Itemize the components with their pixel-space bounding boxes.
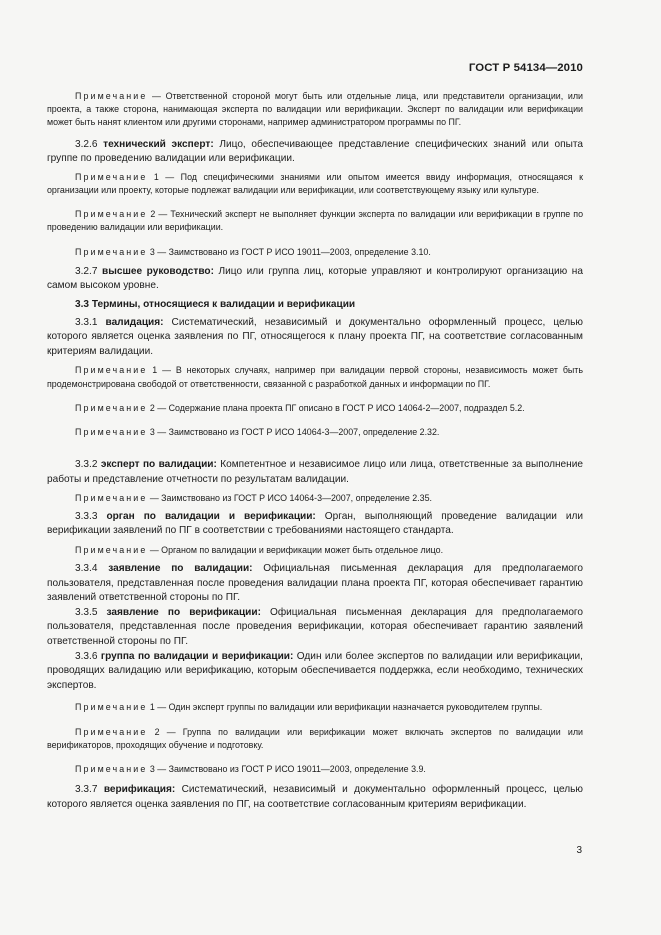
note — [47, 90, 583, 130]
term-definition: Орган, выполняющий проведение валидации или верификации заявлений по ПГ в соответствии с требованиями настоящего стандарта. — [47, 510, 583, 537]
note-text: 3 — Заимствовано из ГОСТ Р ИСО 14064-3—2007, определение 2.32. — [147, 426, 440, 437]
note-label: Примечание — [75, 726, 148, 737]
document-header: ГОСТ Р 54134—2010 — [468, 62, 583, 74]
term-entry — [47, 138, 583, 167]
note — [47, 364, 583, 390]
term-entry — [47, 606, 583, 650]
note-text: 1 — Один эксперт группы по валидации или верификации назначается руководителем группы. — [147, 702, 543, 713]
note-label: Примечание — [75, 702, 148, 713]
note — [47, 726, 583, 752]
note — [47, 426, 583, 439]
term-name: заявление по валидации: — [108, 562, 253, 574]
note-text: 1 — Под специфическими знаниями или опытом имеется ввиду информация, относящаяся к организации или проекту, которые подлежат валидации или верификации, или соответствующему языку или культуре. — [47, 171, 583, 195]
note-label: Примечание — [75, 544, 148, 555]
term-entry — [47, 783, 583, 812]
term-number: 3.3.7 — [75, 784, 98, 796]
term-definition: Лицо, обеспечивающее представление специфических знаний или опыта группе по проведению валидации или верификации. — [47, 138, 583, 165]
term-name: высшее руководство: — [102, 265, 214, 277]
term-definition: Официальная письменная декларация для предполагаемого пользователя, представленная после проведения верификации, которая обеспечивает гарантию заявлений ответственной стороны по ПГ. — [47, 606, 584, 647]
term-name: валидация: — [105, 316, 164, 328]
term-name: заявление по верификации: — [106, 606, 261, 618]
note-label: Примечание — [75, 209, 148, 220]
note-label: Примечание — [75, 171, 148, 182]
note-text: 3 — Заимствовано из ГОСТ Р ИСО 19011—2003, определение 3.10. — [147, 246, 431, 257]
document-body — [47, 90, 583, 812]
note-text: 3 — Заимствовано из ГОСТ Р ИСО 19011—2003, определение 3.9. — [147, 763, 426, 774]
note-text: 2 — Группа по валидации или верификации может включать экспертов по валидации или верификаторов, проходящих обучение и подготовку. — [47, 726, 583, 750]
term-definition: Лицо или группа лиц, которые управляют и контролируют организацию на самом высоком уровне. — [47, 265, 583, 292]
note-label: Примечание — [75, 91, 148, 101]
term-definition: Официальная письменная декларация для предполагаемого пользователя, представленная после проведения валидации плана проекта ПГ, которая обеспечивает гарантию заявлений ответственной стороны по ПГ. — [47, 562, 583, 604]
term-entry — [47, 265, 583, 294]
note — [47, 246, 583, 259]
term-name: орган по валидации и верификации: — [106, 510, 316, 522]
term-number: 3.3.2 — [75, 459, 98, 471]
note-text: 2 — Технический эксперт не выполняет функции эксперта по валидации или верификации в группе по проведению валидации или верификации. — [47, 209, 583, 233]
term-number: 3.3.3 — [75, 510, 98, 522]
term-number: 3.2.6 — [75, 138, 98, 150]
term-entry — [47, 316, 583, 360]
term-number: 3.3.4 — [75, 562, 98, 574]
note — [47, 492, 583, 505]
term-definition: Компетентное и независимое лицо или лица, ответственные за выполнение работы и представление отчетности по результатам валидации. — [47, 459, 583, 485]
note-label: Примечание — [75, 426, 148, 437]
term-name: технический эксперт: — [103, 138, 214, 150]
note-label: Примечание — [75, 493, 148, 504]
term-entry — [47, 562, 583, 606]
note-label: Примечание — [75, 365, 148, 376]
page-number: 3 — [576, 845, 582, 856]
note-label: Примечание — [75, 763, 148, 774]
term-number: 3.2.7 — [75, 265, 98, 277]
note-text: 2 — Содержание плана проекта ПГ описано в ГОСТ Р ИСО 14064-2—2007, подраздел 5.2. — [147, 402, 525, 413]
note — [47, 171, 583, 197]
term-definition: Систематический, независимый и документально оформленный процесс, целью которого является оценка заявления по ПГ, на соответствие согласованным критериям верификации. — [47, 784, 583, 810]
term-definition: Систематический, независимый и документально оформленный процесс, целью которого является оценка заявления по ПГ, относящегося к плану проекта ПГ, на соответствие согласованным критериям валидации. — [47, 316, 583, 357]
note-label: Примечание — [75, 246, 148, 257]
note-text: — Органом по валидации и верификации может быть отдельное лицо. — [147, 544, 444, 555]
term-number: 3.3.1 — [75, 316, 98, 328]
term-number: 3.3.5 — [75, 606, 98, 618]
term-entry — [47, 650, 583, 694]
term-entry — [47, 458, 583, 487]
note-label: Примечание — [75, 402, 148, 413]
note-text: — Заимствовано из ГОСТ Р ИСО 14064-3—2007, определение 2.35. — [147, 493, 432, 504]
term-number: 3.3.6 — [75, 650, 98, 662]
note-text: 1 — В некоторых случаях, например при валидации первой стороны, независимость может быть продемонстрирована свободой от ответственности, связанной с разработкой данных и информации по ПГ. — [47, 365, 583, 389]
term-name: верификация: — [103, 784, 176, 796]
term-entry — [47, 510, 583, 539]
section-heading: 3.3 Термины, относящиеся к валидации и верификации — [75, 299, 356, 310]
note-text: — Ответственной стороной могут быть или отдельные лица, или представители организации, или проекта, а также сторона, нанимающая эксперта по валидации или верификации. Эксперт по валидации или верификации может быть нанят клиентом или другими сторонами, например администратором программы по ПГ. — [47, 91, 583, 128]
note — [47, 763, 583, 776]
note — [47, 208, 583, 234]
note — [47, 701, 583, 714]
note — [47, 402, 583, 415]
note — [47, 544, 583, 557]
term-name: эксперт по валидации: — [100, 459, 217, 471]
term-name: группа по валидации и верификации: — [100, 650, 294, 662]
term-definition: Один или более экспертов по валидации или верификации, проводящих валидацию или верификацию, которым обеспечивается поддержка, если необходимо, технических экспертов. — [47, 650, 583, 691]
